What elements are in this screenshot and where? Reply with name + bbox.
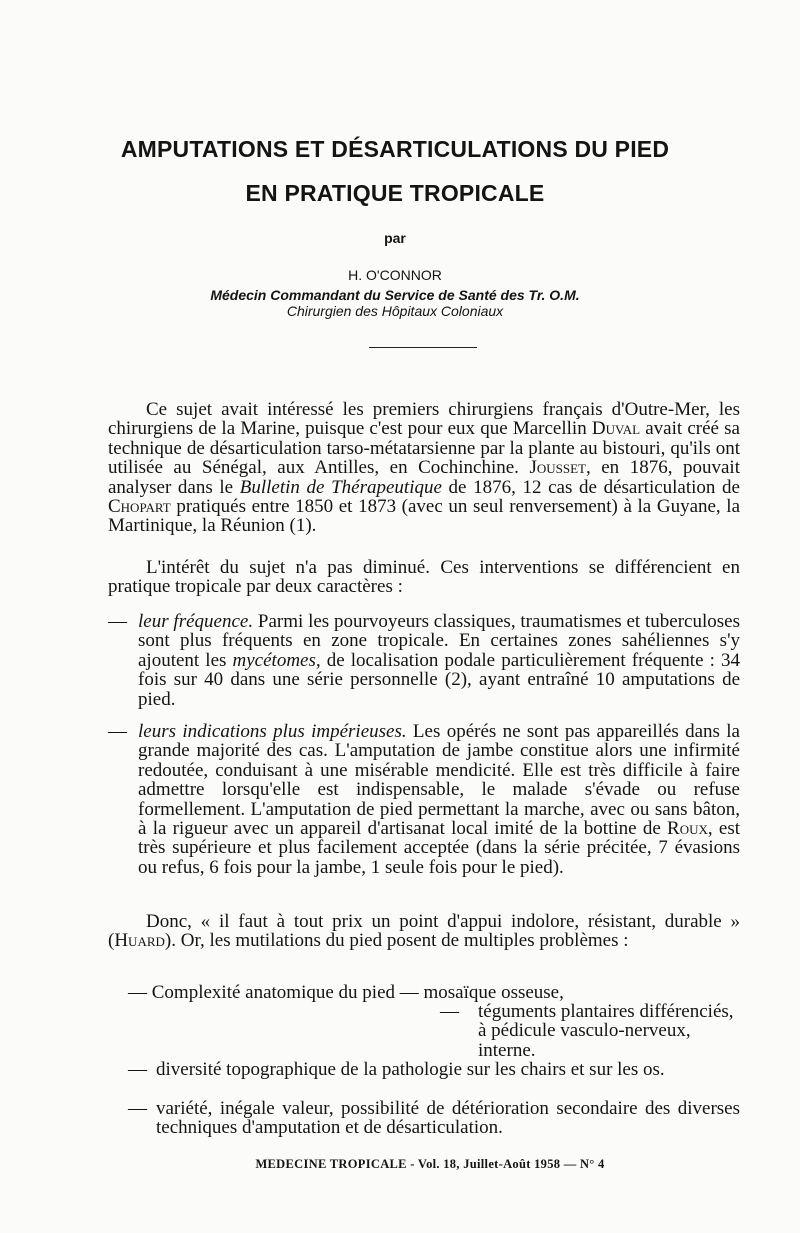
- author-ref-chopart: Chopart: [108, 496, 171, 518]
- text-span: pratiqués entre 1850 et 1873 (avec un seul renversement) à la Guyane, la Martinique, la Réunion (1).: [108, 496, 740, 537]
- text-span: , en 1876, pouvait analyser dans le: [108, 457, 740, 498]
- paragraph-interest: [108, 558, 740, 597]
- text-span: Parmi les pourvoyeurs classiques, traumatismes et tuberculoses sont plus fréquents en zone tropicale. En certaines zones sahéliennes s'y ajoutent les: [138, 611, 740, 671]
- item-text: variété, inégale valeur, possibilité de détérioration secondaire des diverses techniques d'amputation et de désarticulation.: [156, 1098, 740, 1139]
- author-ref-duval: Duval: [591, 418, 641, 440]
- item-lead: leurs indications plus impérieuses.: [138, 721, 407, 742]
- list-item-frequency: [108, 612, 740, 709]
- text-span: de 1876, 12 cas de désarticulation de: [441, 476, 740, 498]
- byline-par: par: [384, 230, 406, 246]
- problem-item-techniques: [128, 1099, 740, 1138]
- text-span: Ce sujet avait intéressé les premiers chirurgiens français d'Outre-Mer, les chirurgiens de la Marine, puisque c'est pour eux que Marcellin: [108, 399, 740, 440]
- dash-marker: —: [128, 1098, 147, 1119]
- text-span: , est très supérieure et plus facilement acceptée (dans la série précitée, 7 évasions ou refus, 6 fois pour la jambe, 1 seule fois pour le pied).: [138, 818, 740, 878]
- text-span: de localisation podale particulièrement fréquente : 34 fois sur 40 dans une série personnelle (2), ayant entraîné 10 amputations de pied.: [138, 649, 740, 710]
- problem-item-topography: [128, 1060, 740, 1079]
- subitem-text: téguments plantaires différenciés, à pédicule vasculo-nerveux, interne.: [478, 1001, 734, 1061]
- text-span: avait créé sa technique de désarticulation tarso-métatarsienne par la plante au bistouri, qu'ils ont utilisée au Sénégal, aux Antilles, en Cochinchine.: [108, 418, 740, 479]
- author-name: H. O'CONNOR: [348, 267, 442, 283]
- paragraph-intro: [108, 400, 740, 536]
- term-mycetomes: mycétomes,: [232, 649, 321, 671]
- dash-marker: —: [108, 611, 127, 632]
- author-ref-jousset: Jousset: [529, 457, 586, 479]
- paragraph-conclusion: [108, 912, 740, 951]
- journal-footer: MEDECINE TROPICALE - Vol. 18, Juillet-Août 1958 — N° 4: [255, 1157, 605, 1171]
- article-title-line-2: EN PRATIQUE TROPICALE: [245, 180, 545, 206]
- author-affiliation-1: Médecin Commandant du Service de Santé des Tr. O.M.: [210, 287, 580, 303]
- item-text: diversité topographique de la pathologie sur les chairs et sur les os.: [156, 1059, 665, 1080]
- problem-item-anatomy: — Complexité anatomique du pied — mosaïque osseuse,: [128, 982, 564, 1003]
- author-affiliation-2: Chirurgien des Hôpitaux Coloniaux: [286, 303, 504, 319]
- text-span: Donc, « il faut à tout prix un point d'appui indolore, résistant, durable » (: [108, 911, 740, 952]
- author-ref-huard: Huard: [114, 930, 165, 952]
- text-span: Les opérés ne sont pas appareillés dans la grande majorité des cas. L'amputation de jambe constitue alors une infirmité redoutée, conduisant à une misérable mendicité. Elle est très difficile à faire admettre lorsqu'elle est indispensable, le malade s'évade ou refuse formellement. L'amputation de pied permettant la marche, avec ou sans bâton, à la rigueur avec un appareil d'artisanat local imité de la bottine de: [138, 721, 740, 840]
- item-lead: leur fréquence.: [138, 611, 254, 632]
- journal-ref: Bulletin de Thérapeutique: [239, 476, 442, 498]
- text-span: ). Or, les mutilations du pied posent de multiples problèmes :: [164, 930, 629, 952]
- article-title-line-1: AMPUTATIONS ET DÉSARTICULATIONS DU PIED: [120, 136, 670, 162]
- author-ref-roux: Roux: [667, 818, 708, 840]
- paragraph-text: L'intérêt du sujet n'a pas diminué. Ces interventions se différencient en pratique tropicale par deux caractères :: [108, 557, 740, 598]
- separator-rule: [369, 347, 477, 348]
- list-item-indications: [108, 722, 740, 877]
- dash-marker: —: [440, 1001, 459, 1022]
- dash-marker: —: [108, 721, 127, 742]
- problem-subitem-teguments: [440, 1002, 740, 1060]
- dash-marker: —: [128, 1059, 147, 1080]
